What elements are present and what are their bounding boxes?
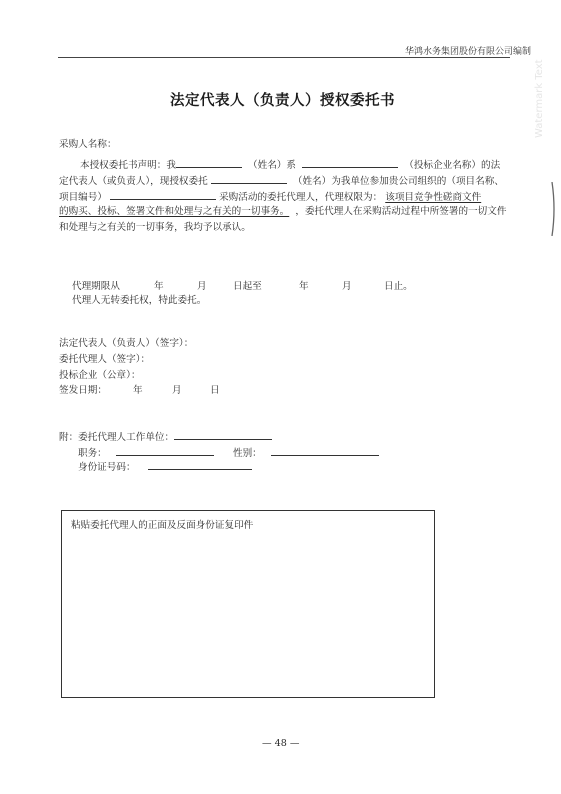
blank-company-field[interactable] bbox=[302, 157, 398, 168]
purchaser-label: 采购人名称： bbox=[59, 139, 117, 150]
statement-line-2 bbox=[59, 173, 504, 189]
id-copy-paste-box bbox=[61, 510, 435, 698]
blank-name-field[interactable] bbox=[176, 157, 242, 168]
watermark bbox=[528, 20, 548, 140]
gender-label: 性别： bbox=[233, 448, 262, 459]
statement-text: 采购活动的委托代理人，代理权限为： bbox=[219, 192, 383, 203]
binding-edge-mark bbox=[551, 182, 557, 236]
attachment-workplace-row bbox=[59, 429, 272, 445]
statement-text: 项目编号） bbox=[59, 192, 107, 203]
paste-box-label: 粘贴委托代理人的正面及反面身份证复印件 bbox=[71, 520, 254, 531]
statement-text: （姓名）系 bbox=[248, 160, 297, 171]
issue-date-month: 月 bbox=[172, 385, 182, 396]
statement-text: ，委托代理人在采购活动过程中所签署的一切文件 bbox=[295, 206, 507, 217]
no-subdelegation-note: 代理人无转委托权，特此委托。 bbox=[72, 295, 207, 306]
period-day-from: 日起至 bbox=[233, 281, 262, 292]
statement-line-1 bbox=[80, 157, 500, 173]
statement-underlined-text: 该项目竞争性磋商文件 bbox=[385, 192, 482, 203]
period-month-2: 月 bbox=[342, 281, 352, 292]
id-number-label: 身份证号码： bbox=[78, 462, 136, 473]
statement-line-5: 和处理与之有关的一切事务，我均予以承认。 bbox=[59, 222, 251, 233]
page-number: — 48 — bbox=[262, 738, 300, 749]
period-year-1: 年 bbox=[154, 281, 164, 292]
company-seal-label: 投标企业（公章）： bbox=[59, 370, 141, 381]
statement-text: 本授权委托书声明：我 bbox=[80, 160, 176, 171]
statement-text: （投标企业名称）的法 bbox=[404, 160, 501, 171]
blank-project-field[interactable] bbox=[110, 189, 216, 200]
blank-position-field[interactable] bbox=[116, 445, 214, 456]
statement-text: 定代表人（或负责人），现授权委托 bbox=[59, 176, 208, 187]
workplace-label: 附：委托代理人工作单位： bbox=[59, 432, 175, 443]
statement-text: （姓名）为我单位参加贵公司组织的（项目名称、 bbox=[292, 176, 504, 187]
svg-text:Watermark Text: Watermark Text bbox=[534, 59, 545, 138]
position-label: 职务： bbox=[78, 448, 107, 459]
issue-date-label: 签发日期： bbox=[59, 385, 107, 396]
legal-rep-signature-label: 法定代表人（负责人）（签字）： bbox=[59, 338, 194, 349]
blank-agent-name-field[interactable] bbox=[211, 173, 287, 184]
statement-line-4 bbox=[59, 205, 506, 219]
blank-workplace-field[interactable] bbox=[174, 429, 272, 440]
page-title: 法定代表人（负责人）授权委托书 bbox=[170, 92, 395, 109]
statement-line-3 bbox=[59, 189, 481, 205]
header-rule bbox=[58, 57, 510, 58]
period-day-to: 日止。 bbox=[384, 281, 413, 292]
agent-signature-label: 委托代理人（签字）： bbox=[59, 354, 151, 365]
period-label: 代理期限从 bbox=[72, 281, 120, 292]
issue-date-day: 日 bbox=[210, 385, 220, 396]
blank-gender-field[interactable] bbox=[271, 445, 379, 456]
period-month-1: 月 bbox=[197, 281, 207, 292]
attachment-id-row bbox=[78, 459, 252, 475]
attachment-gender-row bbox=[233, 445, 379, 461]
period-year-2: 年 bbox=[299, 281, 309, 292]
statement-underlined-text: 的购买、投标、签署文件和处理与之有关的一切事务。 bbox=[59, 206, 290, 217]
issue-date-year: 年 bbox=[133, 385, 143, 396]
header-company: 华鸿水务集团股份有限公司编制 bbox=[405, 47, 532, 57]
blank-id-number-field[interactable] bbox=[148, 459, 252, 470]
